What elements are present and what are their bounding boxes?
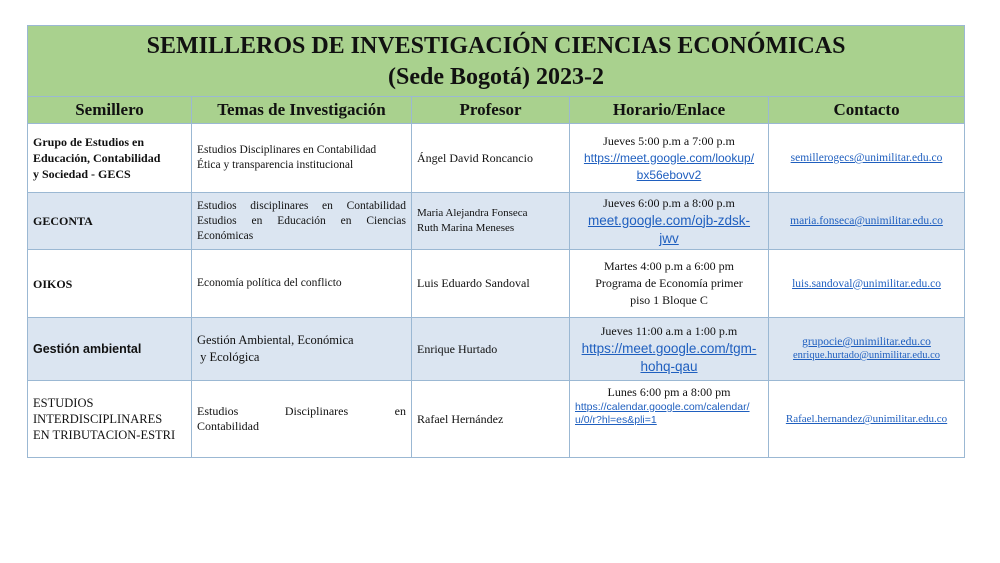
profesor-cell <box>412 124 570 193</box>
calendar-link[interactable]: https://calendar.google.com/calendar/ <box>575 401 750 413</box>
title-line-1: SEMILLEROS DE INVESTIGACIÓN CIENCIAS ECONÓMICAS <box>146 33 846 59</box>
temas-cell <box>192 318 412 381</box>
horario-cell <box>570 318 769 381</box>
semillero-text: INTERDISCIPLINARES <box>33 412 163 426</box>
email-link[interactable]: enrique.hurtado@unimilitar.edu.co <box>793 350 941 361</box>
semilleros-table-container <box>27 25 964 458</box>
contacto-cell <box>769 193 965 250</box>
header-contacto: Contacto <box>769 97 965 124</box>
profesor-cell <box>412 381 570 458</box>
profesor-text: Enrique Hurtado <box>417 341 498 356</box>
tema-text: y Ecológica <box>197 350 260 364</box>
semillero-text: Grupo de Estudios en <box>33 135 145 149</box>
semillero-cell <box>28 193 192 250</box>
temas-cell <box>192 124 412 193</box>
tema-text: Ética y transparencia institucional <box>197 159 354 171</box>
email-link[interactable]: semillerogecs@unimilitar.edu.co <box>790 152 943 164</box>
contacto-cell <box>769 124 965 193</box>
semillero-text: y Sociedad - GECS <box>33 167 131 181</box>
horario-cell <box>570 124 769 193</box>
calendar-link[interactable]: u/0/r?hl=es&pli=1 <box>575 414 657 426</box>
title-row <box>28 26 965 97</box>
meet-link[interactable]: meet.google.com/ojb-zdsk- <box>587 212 751 228</box>
table-row <box>28 193 965 250</box>
semillero-cell <box>28 124 192 193</box>
profesor-text: Ruth Marina Meneses <box>417 222 515 234</box>
tema-text: Gestión Ambiental, Económica <box>197 333 354 347</box>
tema-text: Estudios Disciplinares en Contabilidad <box>197 144 377 156</box>
tema-text: Estudios en Educación en Ciencias <box>197 214 406 227</box>
header-temas: Temas de Investigación <box>192 97 412 124</box>
email-link[interactable]: grupocie@unimilitar.edu.co <box>802 336 931 348</box>
horario-text: Lunes 6:00 pm a 8:00 pm <box>607 385 731 399</box>
semillero-text: EN TRIBUTACION-ESTRI <box>33 428 176 442</box>
profesor-text: Rafael Hernández <box>417 411 504 426</box>
horario-text: Jueves 6:00 p.m a 8:00 p.m <box>603 195 735 210</box>
meet-link[interactable]: https://meet.google.com/tgm- <box>581 340 757 356</box>
profesor-cell <box>412 193 570 250</box>
header-horario: Horario/Enlace <box>570 97 769 124</box>
horario-cell <box>570 193 769 250</box>
tema-text: Estudios Disciplinares en <box>197 404 406 418</box>
header-row <box>28 97 965 124</box>
horario-text: Programa de Economía primer <box>595 276 743 290</box>
horario-text: piso 1 Bloque C <box>630 293 708 307</box>
contacto-cell <box>769 381 965 458</box>
semillero-cell <box>28 318 192 381</box>
horario-text: Martes 4:00 p.m a 6:00 pm <box>604 259 734 273</box>
email-link[interactable]: maria.fonseca@unimilitar.edu.co <box>790 215 943 227</box>
table-title <box>28 26 965 97</box>
tema-text: Economía política del conflicto <box>197 277 342 289</box>
profesor-text: Maria Alejandra Fonseca <box>417 207 528 219</box>
meet-link[interactable]: bx56ebovv2 <box>636 167 702 182</box>
table-row <box>28 250 965 318</box>
table-row <box>28 124 965 193</box>
tema-text: Estudios disciplinares en Contabilidad <box>197 199 406 212</box>
meet-link[interactable]: https://meet.google.com/lookup/ <box>583 150 755 165</box>
profesor-text: Ángel David Roncancio <box>417 150 533 165</box>
horario-text: Jueves 11:00 a.m a 1:00 p.m <box>600 323 738 338</box>
temas-cell <box>192 250 412 318</box>
contacto-cell <box>769 318 965 381</box>
semillero-text: OIKOS <box>33 276 73 291</box>
meet-link[interactable]: jwv <box>659 230 679 246</box>
profesor-cell <box>412 250 570 318</box>
meet-link[interactable]: hohq-qau <box>640 358 698 374</box>
semillero-cell <box>28 381 192 458</box>
email-link[interactable]: Rafael.hernandez@unimilitar.edu.co <box>785 413 948 425</box>
temas-cell <box>192 381 412 458</box>
semillero-text: GECONTA <box>33 214 93 228</box>
semillero-text: Gestión ambiental <box>33 342 142 356</box>
profesor-cell <box>412 318 570 381</box>
temas-cell <box>192 193 412 250</box>
horario-cell <box>570 381 769 458</box>
table-row <box>28 318 965 381</box>
semillero-text: ESTUDIOS <box>33 396 94 410</box>
tema-text: Económicas <box>197 229 254 242</box>
contacto-cell <box>769 250 965 318</box>
horario-text: Jueves 5:00 p.m a 7:00 p.m <box>603 133 735 148</box>
email-link[interactable]: luis.sandoval@unimilitar.edu.co <box>792 277 941 290</box>
horario-cell <box>570 250 769 318</box>
tema-text: Contabilidad <box>197 419 259 433</box>
header-profesor: Profesor <box>412 97 570 124</box>
table-row <box>28 381 965 458</box>
semillero-text: Educación, Contabilidad <box>33 151 161 165</box>
title-line-2: (Sede Bogotá) 2023-2 <box>388 64 605 90</box>
semilleros-table <box>27 25 965 458</box>
semillero-cell <box>28 250 192 318</box>
profesor-text: Luis Eduardo Sandoval <box>417 276 530 290</box>
header-semillero: Semillero <box>28 97 192 124</box>
